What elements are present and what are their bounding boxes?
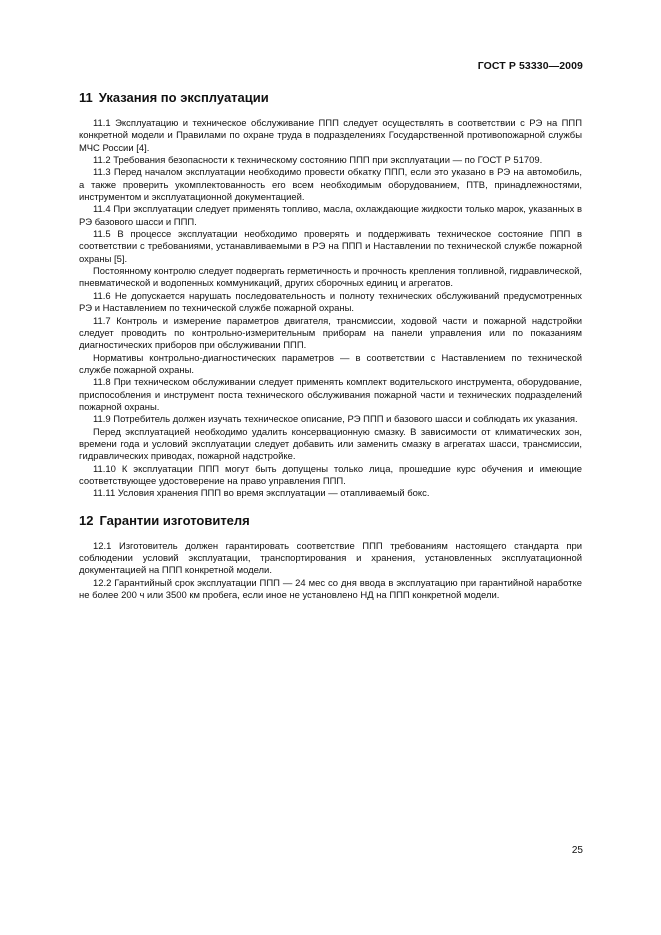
paragraph-11-7: 11.7 Контроль и измерение параметров двигателя, трансмиссии, ходовой части и пожарной надстройки следует проводить по контрольно-измерительным приборам на панели управления или по показаниям диагностических приборов при обслуживании ППП. xyxy=(79,315,582,352)
paragraph-11-11: 11.11 Условия хранения ППП во время эксплуатации — отапливаемый бокс. xyxy=(93,488,430,500)
section-heading xyxy=(79,90,582,106)
paragraph-11-7-cont: Нормативы контрольно-диагностических параметров — в соответствии с Наставлением по технической службе пожарной охраны. xyxy=(79,352,582,376)
section-heading xyxy=(79,513,582,529)
paragraph-11-3: 11.3 Перед началом эксплуатации необходимо провести обкатку ППП, если это указано в РЭ на автомобиль, а также проверить укомплектованность его всем необходимым оборудованием, ПТВ, принадлежностями, инструментом и эксплуатационной документацией. xyxy=(79,167,582,204)
section-11 xyxy=(79,90,582,501)
section-title: Указания по эксплуатации xyxy=(98,90,269,105)
paragraph-11-1: 11.1 Эксплуатацию и техническое обслуживание ППП следует осуществлять в соответствии с РЭ на ППП конкретной модели и Правилами по охране труда в подразделениях Государственной противопожарной службы МЧС России [4]. xyxy=(79,118,582,154)
paragraph-11-8: 11.8 При техническом обслуживании следует применять комплект водительского инструмента, оборудование, приспособления и инструмент поста технического обслуживания пожарной части и технических подразделений пожарной охраны. xyxy=(79,377,582,413)
section-number: 11 xyxy=(79,90,93,105)
paragraph-11-9: 11.9 Потребитель должен изучать техническое описание, РЭ ППП и базового шасси и соблюдать их указания. xyxy=(93,414,578,426)
paragraph-11-5-cont: Постоянному контролю следует подвергать герметичность и прочность крепления топливной, гидравлической, пневматической и водопенных коммуникаций, других сборочных единиц и агрегатов. xyxy=(79,266,582,290)
paragraph-12-2: 12.2 Гарантийный срок эксплуатации ППП — 24 мес со дня ввода в эксплуатацию при гарантийной наработке не более 200 ч или 3500 км пробега, если иное не установлено НД на ППП конкретной модели. xyxy=(79,577,582,602)
paragraph-11-10: 11.10 К эксплуатации ППП могут быть допущены только лица, прошедшие курс обучения и имеющие соответствующее удостоверение на право управления ППП. xyxy=(79,463,582,487)
paragraph-11-5: 11.5 В процессе эксплуатации необходимо проверять и поддерживать техническое состояние ППП в соответствии с требованиями, устанавливаемыми в РЭ на ППП и Наставлении по технической службе пожарной охраны [5]. xyxy=(79,229,582,265)
paragraph-11-6: 11.6 Не допускается нарушать последовательность и полноту технических обслуживаний предусмотренных РЭ и Наставлением по технической службе пожарной охраны. xyxy=(79,290,582,315)
page-number: 25 xyxy=(571,845,583,856)
document-body xyxy=(79,90,582,602)
section-title: Гарантии изготовителя xyxy=(99,512,250,528)
section-number: 12 xyxy=(79,512,94,528)
section-12 xyxy=(79,513,582,603)
paragraph-11-4: 11.4 При эксплуатации следует применять топливо, масла, охлаждающие жидкости только марок, указанных в РЭ базового шасси и ППП. xyxy=(79,204,582,228)
paragraph-12-1: 12.1 Изготовитель должен гарантировать соответствие ППП требованиям настоящего стандарта при соблюдении условий эксплуатации, транспортирования и хранения, установленных эксплуатационной документацией на ППП конкретной модели. xyxy=(79,540,582,577)
standard-code: ГОСТ Р 53330—2009 xyxy=(477,60,583,72)
paragraph-11-2: 11.2 Требования безопасности к техническому состоянию ППП при эксплуатации — по ГОСТ Р 51709. xyxy=(93,155,543,167)
paragraph-11-9-cont: Перед эксплуатацией необходимо удалить консервационную смазку. В зависимости от климатических зон, времени года и условий эксплуатации следует добавить или заменить смазку в агрегатах шасси, трансмиссии, гидравлических приводах, пожарной надстройке. xyxy=(79,426,582,463)
